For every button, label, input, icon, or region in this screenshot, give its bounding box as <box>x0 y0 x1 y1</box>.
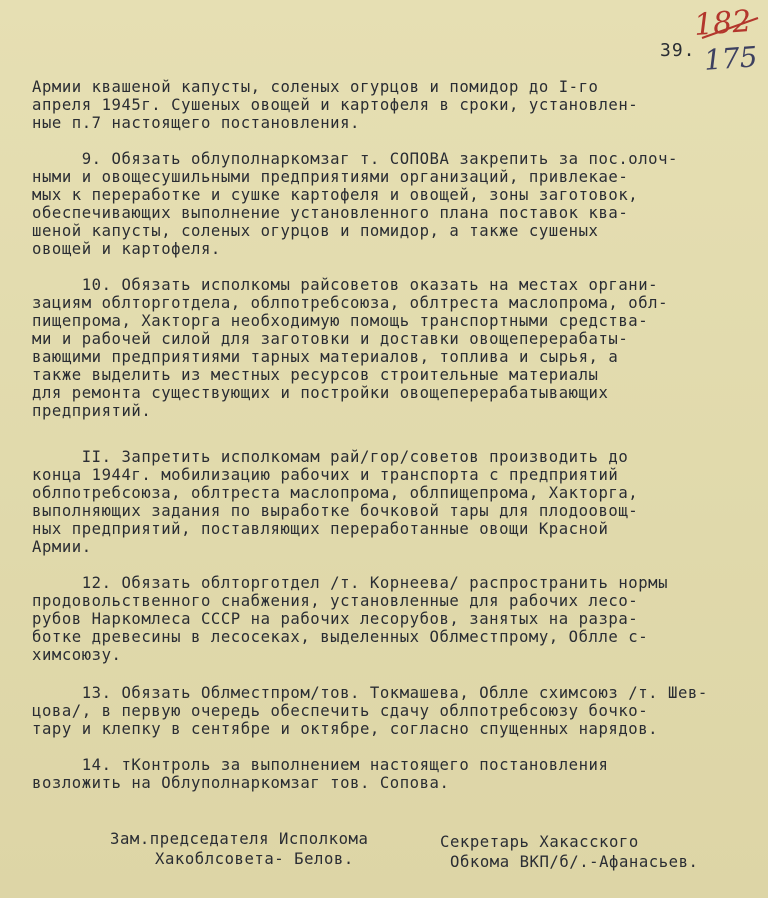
text-line: ные п.7 настоящего постановления. <box>32 114 360 132</box>
text-line: II. Запретить исполкомам рай/гор/советов производить до <box>32 448 629 466</box>
text-line: возложить на Облуполнаркомзаг тов. Сопова. <box>32 774 450 792</box>
text-line: Армии квашеной капусты, соленых огурцов и помидор до I-го <box>32 78 599 96</box>
page-number: 39. <box>660 40 696 61</box>
text-line: 12. Обязать облторготдел /т. Корнеева/ распространить нормы <box>32 574 669 592</box>
text-line: облпотребсоюза, облтреста маслопрома, облпищепрома, Хакторга, <box>32 484 639 502</box>
text-line: пищепрома, Хакторга необходимую помощь транспортными средства- <box>32 312 649 330</box>
text-line: предприятий. <box>32 402 152 420</box>
signature-right-title: Секретарь Хакасского <box>440 833 639 851</box>
text-line: цова/, в первую очередь обеспечить сдачу облпотребсоюзу бочко- <box>32 702 649 720</box>
text-line: ботке древесины в лесосеках, выделенных Облместпрому, Облле с- <box>32 628 649 646</box>
text-line: овощей и картофеля. <box>32 240 221 258</box>
text-line: апреля 1945г. Сушеных овощей и картофеля в сроки, установлен- <box>32 96 639 114</box>
text-line: ных предприятий, поставляющих переработанные овощи Красной <box>32 520 609 538</box>
text-line: вающими предприятиями тарных материалов, топлива и сырья, а <box>32 348 619 366</box>
text-line: тару и клепку в сентябре и октябре, согласно спущенных нарядов. <box>32 720 659 738</box>
signature-left-title: Зам.председателя Исполкома <box>110 830 369 848</box>
text-line: продовольственного снабжения, установленные для рабочих лесо- <box>32 592 639 610</box>
signature-left-name: Хакоблсовета- Белов. <box>155 850 354 868</box>
archive-number-new: 175 <box>702 40 759 77</box>
text-line: 9. Обязать облуполнаркомзаг т. СОПОВА закрепить за пос.олоч- <box>32 150 678 168</box>
archive-number-old: 182 <box>692 4 753 43</box>
text-line: шеной капусты, соленых огурцов и помидор, а также сушеных <box>32 222 599 240</box>
text-line: зациям облторготдела, облпотребсоюза, облтреста маслопрома, обл- <box>32 294 669 312</box>
text-line: Армии. <box>32 538 92 556</box>
text-line: обеспечивающих выполнение установленного плана поставок ква- <box>32 204 629 222</box>
text-line: ми и рабочей силой для заготовки и доставки овощеперерабаты- <box>32 330 629 348</box>
text-line: 10. Обязать исполкомы райсоветов оказать на местах органи- <box>32 276 659 294</box>
text-line: также выделить из местных ресурсов строительные материалы <box>32 366 599 384</box>
text-line: конца 1944г. мобилизацию рабочих и транспорта с предприятий <box>32 466 619 484</box>
text-line: для ремонта существующих и постройки овощеперерабатывающих <box>32 384 609 402</box>
text-line: 14. тКонтроль за выполнением настоящего постановления <box>32 756 609 774</box>
signature-right-name: Обкома ВКП/б/.-Афанасьев. <box>450 853 699 871</box>
text-line: химсоюзу. <box>32 646 122 664</box>
text-line: ными и овощесушильными предприятиями организаций, привлекае- <box>32 168 629 186</box>
text-line: 13. Обязать Облместпром/тов. Токмашева, Облле схимсоюз /т. Шев- <box>32 684 708 702</box>
text-line: выполняющих задания по выработке бочковой тары для плодоовощ- <box>32 502 639 520</box>
text-line: мых к переработке и сушке картофеля и овощей, зоны заготовок, <box>32 186 639 204</box>
text-line: рубов Наркомлеса СССР на рабочих лесорубов, занятых на разра- <box>32 610 639 628</box>
